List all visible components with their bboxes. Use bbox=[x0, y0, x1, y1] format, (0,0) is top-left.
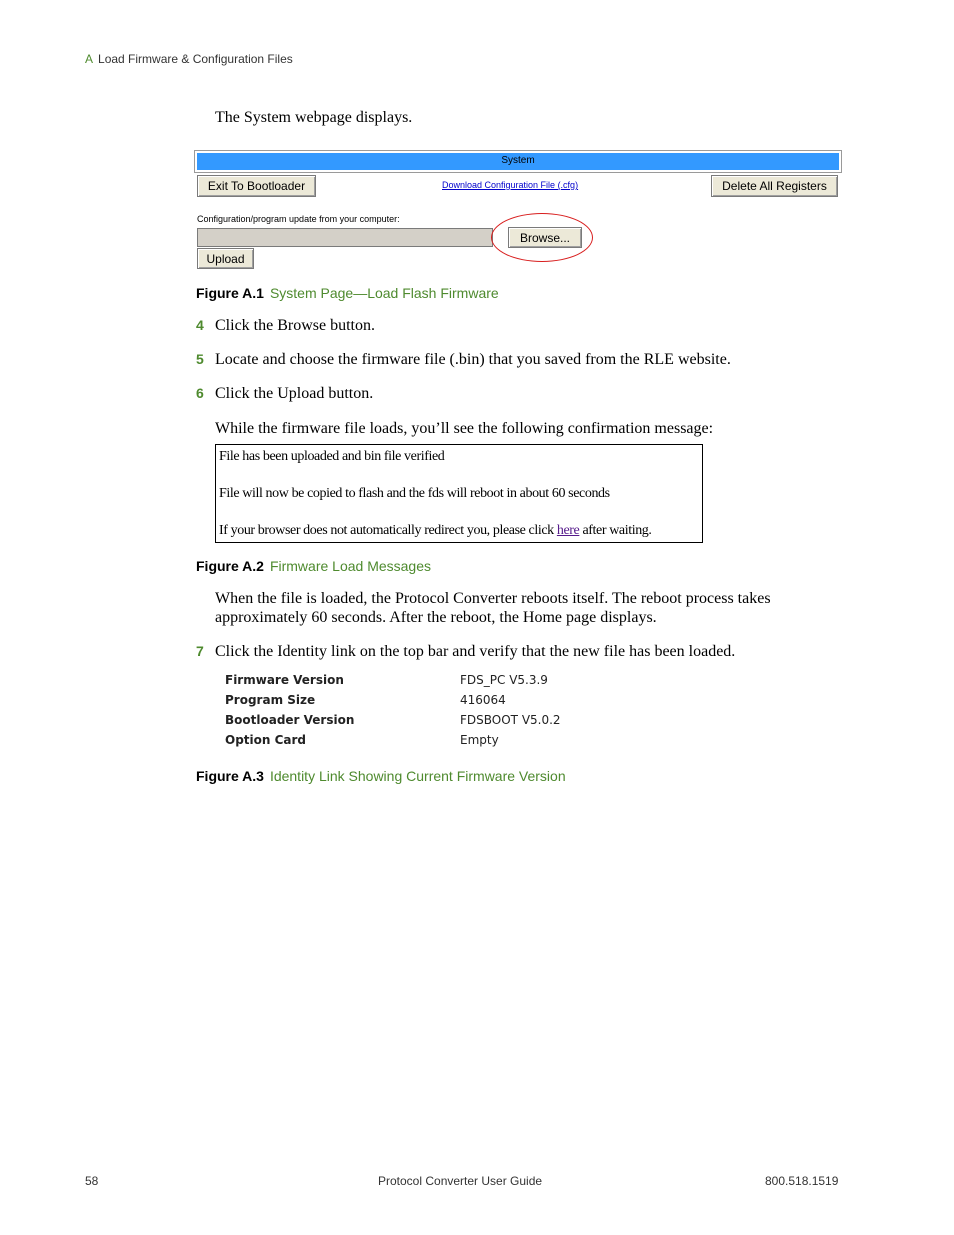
bootloader-version-value: FDSBOOT V5.0.2 bbox=[460, 713, 561, 727]
figure-a2-caption bbox=[196, 558, 431, 574]
system-title-bar bbox=[197, 153, 839, 170]
while-loading-text: While the firmware file loads, you’ll see the following confirmation message: bbox=[215, 420, 714, 437]
delete-all-registers-button[interactable]: Delete All Registers bbox=[711, 175, 838, 197]
footer-guide-title: Protocol Converter User Guide bbox=[378, 1174, 543, 1188]
chapter-title: Load Firmware & Configuration Files bbox=[98, 52, 293, 66]
message-line-2: File will now be copied to flash and the fds will reboot in about 60 seconds bbox=[219, 486, 610, 501]
step-4-text: Click the Browse button. bbox=[215, 317, 375, 334]
browse-button[interactable]: Browse... bbox=[508, 227, 582, 248]
firmware-version-value: FDS_PC V5.3.9 bbox=[460, 673, 548, 687]
system-title-bar-frame bbox=[194, 150, 842, 173]
step-7-number: 7 bbox=[196, 643, 204, 659]
step-6-text: Click the Upload button. bbox=[215, 385, 374, 402]
exit-to-bootloader-button[interactable]: Exit To Bootloader bbox=[197, 175, 316, 197]
program-size-label: Program Size bbox=[225, 693, 316, 707]
figure-a1-label: Figure A.1 bbox=[196, 285, 264, 301]
figure-a2-title: Firmware Load Messages bbox=[269, 558, 431, 574]
system-title: System bbox=[501, 155, 535, 166]
step-5-text: Locate and choose the firmware file (.bin) that you saved from the RLE website. bbox=[215, 351, 731, 368]
step-5-number: 5 bbox=[196, 351, 204, 367]
bootloader-version-label: Bootloader Version bbox=[225, 713, 355, 727]
confirmation-message-box bbox=[215, 444, 703, 543]
file-path-input[interactable] bbox=[197, 228, 493, 247]
figure-a3-caption bbox=[196, 768, 566, 784]
firmware-version-label: Firmware Version bbox=[225, 673, 344, 687]
message-line-3-pre: If your browser does not automatically redirect you, please click bbox=[219, 523, 557, 538]
message-line-3 bbox=[219, 523, 652, 539]
message-line-3-post: after waiting. bbox=[579, 523, 652, 538]
here-link[interactable]: here bbox=[556, 523, 580, 538]
figure-a1-caption bbox=[196, 285, 499, 301]
step-6-number: 6 bbox=[196, 385, 204, 401]
option-card-label: Option Card bbox=[225, 733, 307, 747]
figure-a3-title: Identity Link Showing Current Firmware Version bbox=[269, 768, 566, 784]
config-update-label: Configuration/program update from your computer: bbox=[197, 214, 400, 224]
figure-a2-label: Figure A.2 bbox=[196, 558, 264, 574]
chapter-letter: A bbox=[85, 52, 94, 66]
reboot-text-line-2: approximately 60 seconds. After the reboot, the Home page displays. bbox=[215, 609, 657, 626]
figure-a3-label: Figure A.3 bbox=[196, 768, 264, 784]
running-header bbox=[85, 52, 293, 66]
figure-a1-title: System Page—Load Flash Firmware bbox=[269, 285, 499, 301]
highlight-ellipse bbox=[491, 213, 593, 262]
step-7-text: Click the Identity link on the top bar and verify that the new file has been loaded. bbox=[215, 643, 736, 660]
upload-button[interactable]: Upload bbox=[197, 248, 254, 269]
page-number: 58 bbox=[85, 1174, 99, 1188]
reboot-text-line-1: When the file is loaded, the Protocol Converter reboots itself. The reboot process takes bbox=[215, 590, 771, 607]
footer-phone: 800.518.1519 bbox=[765, 1174, 839, 1188]
download-configuration-link[interactable]: Download Configuration File (.cfg) bbox=[442, 180, 579, 190]
program-size-value: 416064 bbox=[460, 693, 506, 707]
intro-text: The System webpage displays. bbox=[215, 109, 413, 126]
option-card-value: Empty bbox=[460, 733, 499, 747]
message-line-1: File has been uploaded and bin file verified bbox=[219, 449, 445, 464]
step-4-number: 4 bbox=[196, 317, 204, 333]
